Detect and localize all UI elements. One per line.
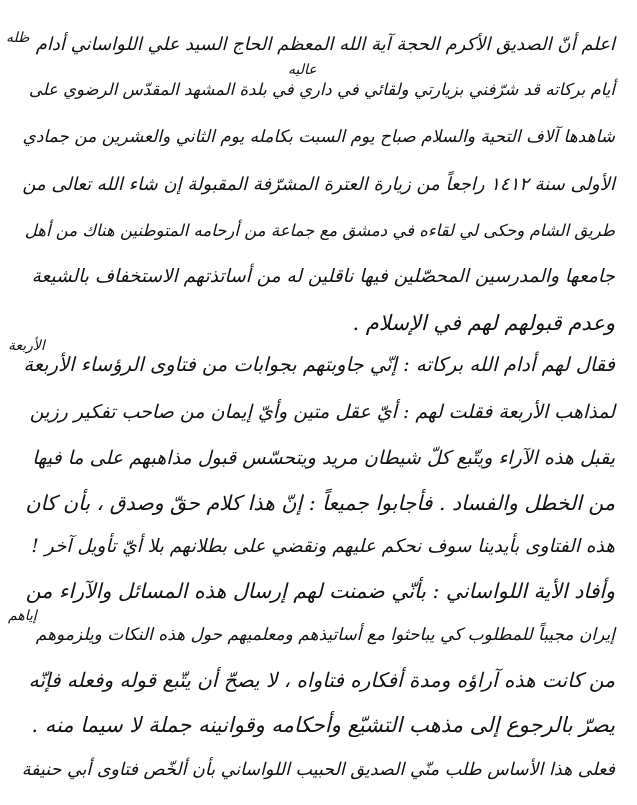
manuscript-line: وأفاد الأية اللواساني : بأنّي ضمنت لهم إرسال هذه المسائل والآراء من	[25, 579, 615, 603]
manuscript-line: جامعها والمدرسين المحصّلين فيها ناقلين له من أساتذتهم الاستخفاف بالشيعة	[31, 266, 615, 287]
manuscript-line: إيران مجيباً للمطلوب كي يباحثوا مع أساتيذهم ومعلميهم حول هذه النكات ويلزموهم	[35, 625, 615, 645]
manuscript-line: الأولى سنة ١٤١٢ راجعاً من زيارة العترة المشرّفة المقبولة إن شاء الله تعالى من	[22, 174, 615, 195]
marginal-note: ظله	[6, 30, 30, 46]
marginal-note: الأربعة	[8, 338, 45, 354]
marginal-note: عاليه	[288, 62, 317, 78]
manuscript-line: طريق الشام وحكى لي لقاءه في دمشق مع جماعة من أرحامه المتوطنين هناك من أهل	[24, 221, 615, 240]
manuscript-line: وعدم قبولهم لهم في الإسلام .	[352, 311, 615, 335]
manuscript-line: أيام بركاته قد شرّفني بزيارتي ولقائي في داري في بلدة المشهد المقدّس الرضوي على	[28, 80, 615, 99]
manuscript-line: هذه الفتاوى بأيدينا سوف نحكم عليهم ونقضي على بطلانهم بلا أيّ تأويل آخر !	[31, 536, 615, 557]
manuscript-line: شاهدها آلاف التحية والسلام صباح يوم السبت بكامله يوم الثاني والعشرين من جمادي	[22, 127, 615, 147]
manuscript-line: لمذاهب الأربعة فقلت لهم : أيّ عقل متين وأيّ إيمان من صاحب تفكير رزين	[29, 401, 615, 423]
marginal-note: إياهم	[8, 608, 37, 624]
manuscript-line: من كانت هذه آراؤه ومدة أفكاره فتاواه ، لا يصحّ أن يتّبع قوله وفعله فإنّه	[28, 668, 615, 692]
manuscript-line: اعلم أنّ الصديق الأكرم الحجة آية الله المعظم الحاج السيد علي اللواساني أدام	[35, 34, 615, 55]
manuscript-line: فقال لهم أدام الله بركاته : إنّي جاوبتهم بجوابات من فتاوى الرؤساء الأربعة	[23, 353, 615, 376]
manuscript-line: يصرّ بالرجوع إلى مذهب التشيّع وأحكامه وقوانينه جملة لا سيما منه .	[31, 713, 615, 737]
manuscript-line: فعلى هذا الأساس طلب منّي الصديق الحبيب اللواساني بأن ألخّص فتاوى أبي حنيفة	[21, 760, 615, 780]
manuscript-line: يقبل هذه الآراء ويتّبع كلّ شيطان مريد ويتحسّس قبول مذاهبهم على ما فيها	[32, 447, 615, 469]
manuscript-line: من الخطل والفساد . فأجابوا جميعاً : إنّ هذا كلام حقّ وصدق ، بأن كان	[25, 491, 615, 515]
